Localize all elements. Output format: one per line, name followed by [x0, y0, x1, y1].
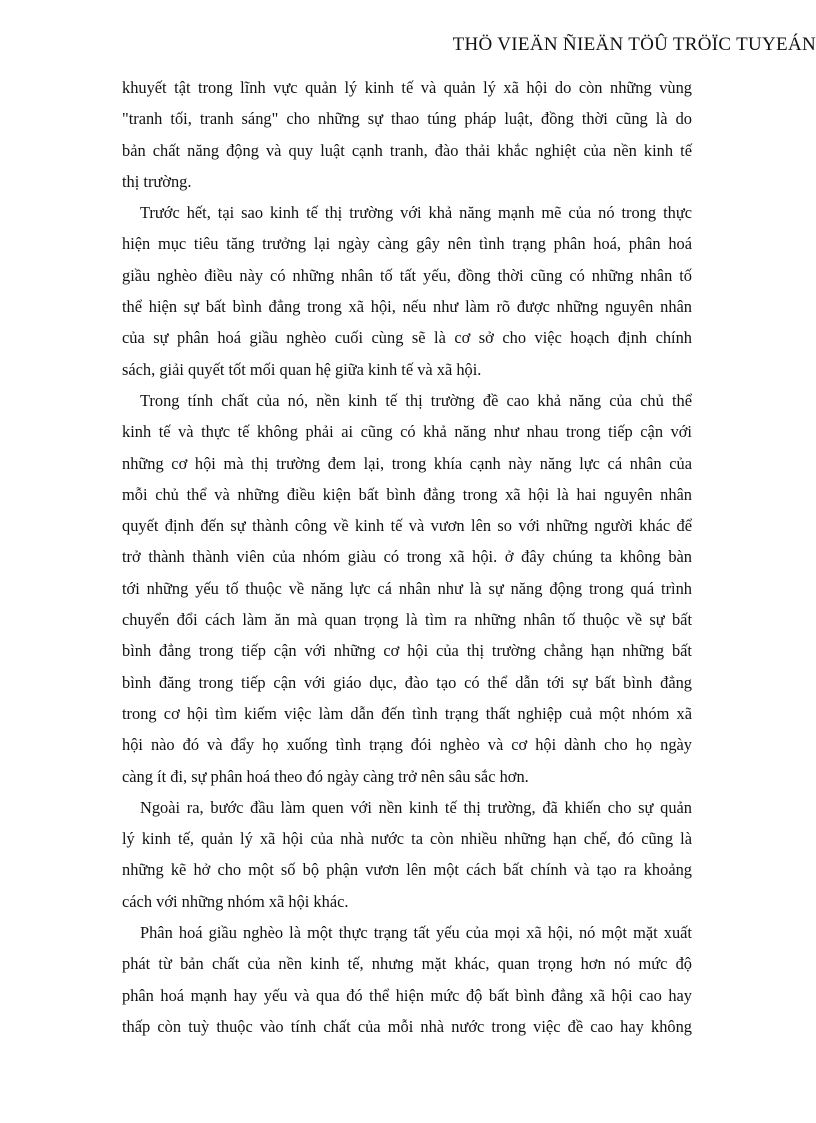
text-line: những kẽ hở cho một số bộ phận vươn lên một cách bất chính và tạo ra khoảng	[122, 860, 692, 880]
text-line: hiện mục tiêu tăng trưởng lại ngày càng gây nên tình trạng phân hoá, phân hoá	[122, 234, 692, 254]
text-line: trong cơ hội tìm kiếm việc làm dẫn đến tình trạng thất nghiệp cuả một nhóm xã	[122, 703, 692, 723]
text-line: giầu nghèo điều này có những nhân tố tất yếu, đồng thời cũng có những nhân tố	[122, 265, 692, 285]
text-line: sách, giải quyết tốt mối quan hệ giữa kinh tế và xã hội.	[122, 359, 482, 379]
text-line: chuyển đổi cách làm ăn mà quan trọng là tìm ra những nhân tố thuộc về sự bất	[122, 610, 692, 630]
text-line: Trước hết, tại sao kinh tế thị trường với khả năng mạnh mẽ của nó trong thực	[140, 203, 692, 223]
text-line: bản chất năng động và quy luật cạnh tranh, đào thải khắc nghiệt của nền kinh tế	[122, 140, 692, 160]
page-header: THÖ VIEÄN ÑIEÄN TÖÛ TRÖÏC TUYEÁN	[452, 34, 816, 55]
text-line: Ngoài ra, bước đầu làm quen với nền kinh tế thị trường, đã khiến cho sự quản	[140, 797, 692, 817]
text-line: mỗi chủ thể và những điều kiện bất bình đẳng trong xã hội là hai nguyên nhân	[122, 484, 692, 504]
text-line: Phân hoá giầu nghèo là một thực trạng tất yếu của mọi xã hội, nó một mặt xuất	[140, 923, 692, 943]
text-line: càng ít đi, sự phân hoá theo đó ngày càng trở nên sâu sắc hơn.	[122, 766, 529, 786]
text-line: thấp còn tuỳ thuộc vào tính chất của mỗi nhà nước trong việc đề cao hay không	[122, 1016, 692, 1036]
text-line: "tranh tối, tranh sáng" cho những sự thao túng pháp luật, đồng thời cũng là do	[122, 109, 692, 129]
text-line: Trong tính chất của nó, nền kinh tế thị trường đề cao khả năng của chủ thể	[140, 390, 692, 410]
text-line: phát từ bản chất của nền kinh tế, nhưng mặt khác, quan trọng hơn nó mức độ	[122, 954, 692, 974]
text-line: kinh tế và thực tế không phải ai cũng có khả năng như nhau trong tiếp cận với	[122, 422, 692, 442]
text-line: thị trường.	[122, 171, 192, 191]
body-text	[122, 72, 692, 1042]
text-line: trở thành thành viên của nhóm giàu có trong xã hội. ở đây chúng ta không bàn	[122, 547, 692, 567]
text-line: cách với những nhóm xã hội khác.	[122, 891, 349, 911]
text-line: khuyết tật trong lĩnh vực quản lý kinh tế và quản lý xã hội do còn những vùng	[122, 78, 692, 97]
text-line: phân hoá mạnh hay yếu và qua đó thể hiện mức độ bất bình đẳng xã hội cao hay	[122, 985, 692, 1005]
text-line: lý kinh tế, quản lý xã hội của nhà nước ta còn nhiều những hạn chế, đó cũng là	[122, 829, 692, 849]
text-line: thể hiện sự bất bình đẳng trong xã hội, nếu như làm rõ được những nguyên nhân	[122, 297, 692, 317]
text-line: hội nào đó và đẩy họ xuống tình trạng đói nghèo và cơ hội dành cho họ ngày	[122, 735, 692, 755]
text-line: quyết định đến sự thành công về kinh tế và vươn lên so với những người khác để	[122, 516, 692, 536]
text-line: tới những yếu tố thuộc về năng lực cá nhân như là sự năng động trong quá trình	[122, 578, 692, 598]
text-line: của sự phân hoá giầu nghèo cuối cùng sẽ là cơ sở cho việc hoạch định chính	[122, 328, 692, 348]
text-line: những cơ hội mà thị trường đem lại, trong khía cạnh này năng lực cá nhân của	[122, 453, 692, 473]
text-line: bình đẳng trong tiếp cận với những cơ hội của thị trường chẳng hạn những bất	[122, 641, 692, 661]
text-line: bình đăng trong tiếp cận với giáo dục, đào tạo có thể dẫn tới sự bất bình đẳng	[122, 672, 692, 692]
